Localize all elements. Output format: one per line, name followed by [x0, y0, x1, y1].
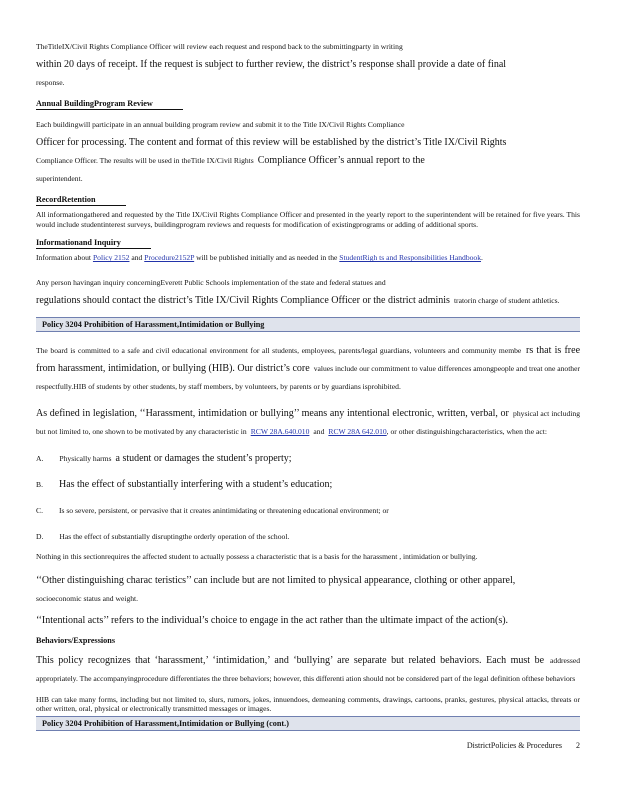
annual-text-e: superintendent.	[36, 174, 83, 183]
nothing-paragraph: Nothing in this sectionrequires the affected student to actually possess a characteristic that is a basis for the harassment , intimidation or bullying.	[36, 551, 478, 561]
review-text-c: response.	[36, 78, 65, 87]
item-letter: A.	[36, 453, 44, 463]
behaviors-heading: Behaviors/Expressions	[36, 635, 116, 645]
annual-text-a: Each buildingwill participate in an annual building program review and submit it to the Title IX/Civil Rights Compliance	[36, 120, 405, 129]
review-text-b: within 20 days of receipt. If the request is subject to further review, the district’s response shall provide a date of final	[36, 59, 507, 70]
inquiry-text-a: Any person havingan inquiry concerningEverett Public Schools implementation of the state and federal statues and	[36, 277, 386, 287]
board-text-a: The board is committed to a safe and civil educational environment for all students, employees, parents/legal guardians, volunteers and community membe	[36, 345, 522, 355]
board-paragraph	[36, 340, 580, 394]
intentional-acts-paragraph: ‘‘Intentional acts’’ refers to the individual’s choice to engage in the act rather than the ultimate impact of the action(s).	[36, 615, 509, 627]
inquiry-text-b: regulations should contact the district’s Title IX/Civil Rights Compliance Officer or the district adminis	[36, 294, 450, 306]
review-text-a: TheTitleIX/Civil Rights Compliance Officer will review each request and respond back to the submittingparty in writing	[36, 42, 403, 51]
student-rights-handbook-link[interactable]: StudentRigh ts and Responsibilities Handbook	[339, 253, 482, 263]
page-footer	[467, 741, 580, 750]
record-retention-heading: RecordRetention	[36, 195, 580, 206]
item-letter: C.	[36, 505, 43, 515]
information-inquiry-heading: Informationand Inquiry	[36, 238, 580, 249]
board-text-b: rs that is free from harassment, intimidation, or bullying (HIB). Our district’s core	[36, 344, 581, 374]
item-letter: D.	[36, 531, 44, 541]
rcw-28a-642-010-link[interactable]: RCW 28A 642.010	[328, 426, 387, 436]
inquiry-paragraph	[36, 272, 580, 308]
board-text-c: values include our commitment to value differences amongpeople and treat one another respectfully.HIB of students by other students, by staff members, by volunteers, by parents or by guardians isprohibited.	[36, 363, 581, 391]
policy-3204-banner: Policy 3204 Prohibition of Harassment,Intimidation or Bullying	[36, 317, 580, 332]
definition-paragraph: As defined in legislation, ‘‘Harassment, intimidation or bullying’’ means any intentional electronic, written, verbal, or physical act including but not limited to, one shown to be motivated by any characteristic in RCW 28A.640.010 and RCW 28A 642.010, or other distinguishingcharacteristics, when the act:	[36, 407, 580, 436]
information-paragraph: Information about Policy 2152 and Procedure2152P will be published initially and as needed in the StudentRigh ts and Responsibilities Handbook.	[36, 253, 483, 263]
annual-review-heading: Annual BuildingProgram Review	[36, 99, 580, 110]
footer-label: DistrictPolicies & Procedures	[466, 741, 562, 750]
record-retention-paragraph: All informationgathered and requested by the Title IX/Civil Rights Compliance Officer and presented in the yearly report to the superintendent will be retained for five years. This would include studentinterest surveys, buildingprogram reviews and requests for modification of existingprograms or adding of additional sports.	[36, 210, 580, 229]
policy-2152-link[interactable]: Policy 2152	[92, 253, 130, 263]
other-characteristics-paragraph: ‘‘Other distinguishing charac teristics’’ can include but are not limited to physical appearance, clothing or other apparel, socioeconomic status and weight.	[36, 575, 516, 604]
definition-item-b: B. Has the effect of substantially interfering with a student’s education;	[36, 478, 333, 490]
procedure-2152p-link[interactable]: Procedure2152P	[144, 253, 195, 263]
definition-item-a: A. Physically harms a student or damages the student’s property;	[36, 452, 292, 464]
definition-item-c: C. Is so severe, persistent, or pervasive that it creates anintimidating or threatening educational environment; or	[36, 505, 389, 515]
annual-text-c: Compliance Officer. The results will be used in theTitle IX/Civil Rights	[36, 156, 254, 165]
inquiry-text-c: tratorin charge of student athletics.	[453, 295, 560, 305]
definition-item-d: D. Has the effect of substantially disruptingthe orderly operation of the school.	[36, 531, 290, 541]
behaviors-paragraph: This policy recognizes that ‘harassment,’ ‘intimidation,’ and ‘bullying’ are separate but related behaviors. Each must be addressed appropriately. The accompanyingprocedure differentiates the three behaviors; however, this differenti ation should not be considered part of the legal definition ofthese behaviors	[36, 654, 580, 683]
policy-3204-cont-banner: Policy 3204 Prohibition of Harassment,Intimidation or Bullying (cont.)	[36, 716, 580, 731]
definition-list	[36, 448, 580, 544]
rcw-28a-640-010-link[interactable]: RCW 28A.640.010	[250, 426, 310, 436]
document-page	[36, 36, 580, 739]
review-paragraph	[36, 36, 580, 90]
hib-forms-paragraph: HIB can take many forms, including but not limited to, slurs, rumors, jokes, innuendoes, demeaning comments, drawings, cartoons, pranks, gestures, physical attacks, threats or other written, oral, physical or electronically transmitted messages or images.	[36, 694, 580, 714]
annual-text-d: Compliance Officer’s annual report to the	[257, 155, 425, 166]
annual-review-paragraph	[36, 114, 580, 186]
definition-text-a: As defined in legislation, ‘‘Harassment, intimidation or bullying’’ means any intentional electronic, written, verbal, or	[36, 407, 509, 419]
page-number: 2	[576, 741, 580, 750]
item-letter: B.	[36, 479, 43, 489]
annual-text-b: Officer for processing. The content and format of this review will be established by the district’s Title IX/Civil Rights	[36, 137, 507, 148]
definition-text-b: physical act including but not limited to, one shown to be motivated by any characteristic in	[36, 408, 580, 436]
